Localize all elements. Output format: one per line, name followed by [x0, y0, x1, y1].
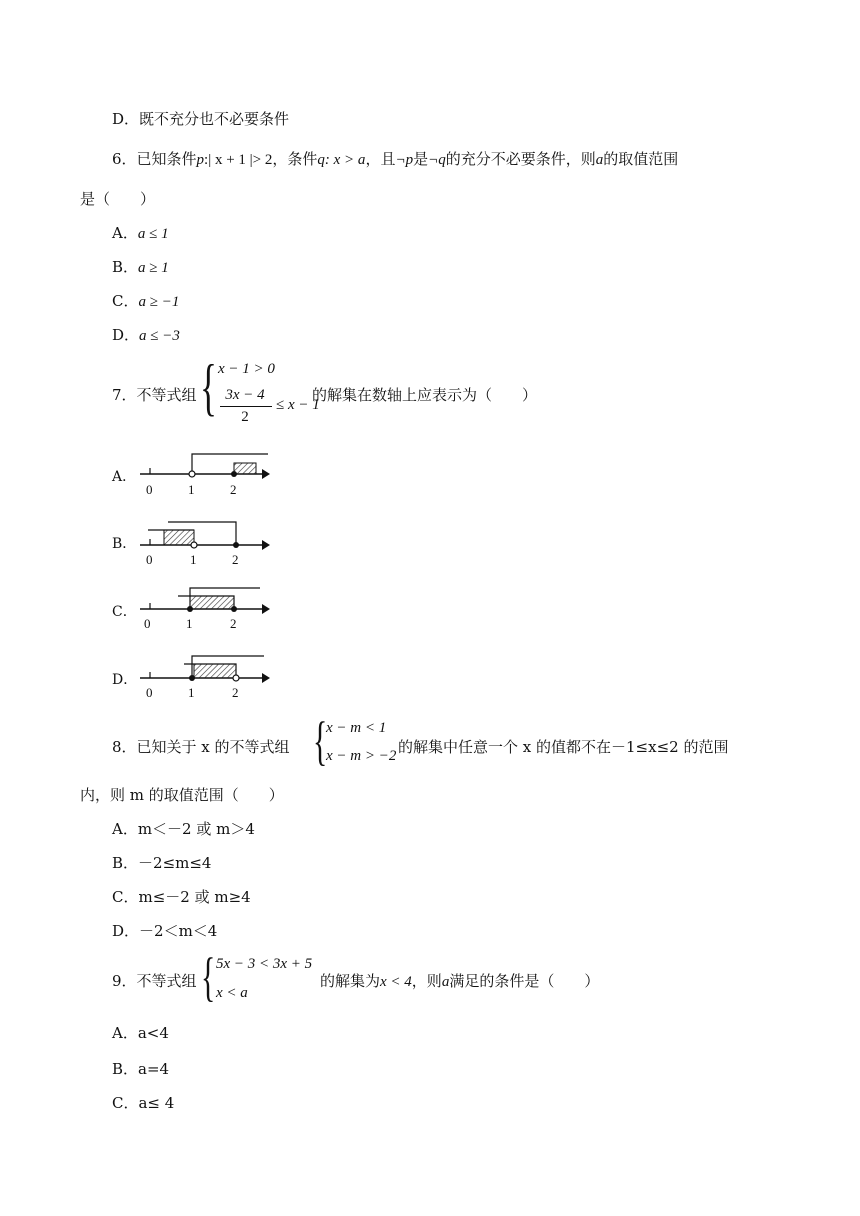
tick-label-0: 0 — [144, 616, 151, 631]
axis-arrow — [262, 673, 270, 683]
tick-label-2: 2 — [232, 552, 239, 567]
q8-stem-line2: 内，则 m 的取值范围（ ） — [80, 786, 284, 804]
q6-option-c — [112, 290, 179, 313]
q6-p-label: p — [196, 152, 205, 168]
q9-brace: { — [201, 947, 216, 1007]
q6-text: 的充分不必要条件，则 — [445, 150, 596, 168]
q7-inequality-2-rhs: ≤ x − 1 — [276, 397, 320, 413]
q6-option-b — [112, 256, 169, 279]
q9-inequality-1: 5x − 3 < 3x + 5 — [216, 956, 313, 972]
q7-inequality-1: x − 1 > 0 — [218, 361, 275, 377]
q8-number: 8．已知关于 x 的不等式组 — [112, 738, 290, 756]
q9-text: ，则 — [411, 972, 442, 990]
axis-arrow — [262, 604, 270, 614]
q8-tail: 的解集中任意一个 x 的值都不在－1≤x≤2 的范围 — [398, 738, 729, 756]
open-dot-1 — [189, 471, 195, 477]
option-label: C． — [112, 292, 139, 310]
closed-dot-2 — [231, 471, 237, 477]
q9-option-a: A．a<4 — [112, 1024, 169, 1042]
q9-inequality-2: x < a — [216, 985, 248, 1001]
shaded-region — [234, 463, 256, 474]
option-label: A． — [112, 224, 138, 242]
q5-option-d: D．既不充分也不必要条件 — [112, 110, 290, 128]
open-dot-1 — [191, 542, 197, 548]
q6-stem-line2: 是（ ） — [80, 190, 156, 208]
shaded-region — [190, 596, 234, 609]
closed-dot-2 — [231, 606, 237, 612]
shaded-region — [164, 530, 194, 545]
option-expr: a ≤ 1 — [137, 226, 169, 242]
q7-brace: { — [200, 351, 217, 422]
q9-text: 满足的条件是（ ） — [449, 972, 600, 990]
tick-label-1: 1 — [186, 616, 193, 631]
option-label: B． — [112, 258, 139, 276]
tick-label-1: 1 — [188, 482, 195, 497]
q6-p-condition: :| x + 1 |> 2 — [204, 152, 273, 168]
q7-option-c-label: C． — [112, 604, 137, 620]
shaded-region — [194, 664, 236, 678]
q6-neg-p: ¬p — [395, 152, 414, 168]
tick-label-1: 1 — [190, 552, 197, 567]
q9-option-c: C．a≤ 4 — [112, 1094, 175, 1112]
q8-option-c: C．m≤－2 或 m≥4 — [112, 888, 251, 906]
q7-tail: 的解集在数轴上应表示为（ ） — [312, 386, 538, 404]
q6-option-a — [112, 222, 169, 245]
q9-option-b: B．a=4 — [112, 1060, 170, 1078]
q8-inequality-1: x − m < 1 — [326, 720, 387, 736]
tick-label-1: 1 — [188, 685, 195, 700]
q6-option-d — [112, 324, 180, 347]
q6-q-label: q — [317, 152, 325, 168]
q6-a: a — [595, 152, 604, 168]
q7-number-line-b — [138, 514, 278, 570]
q7-option-d-label: D． — [112, 672, 138, 688]
q6-q-condition: : x > a — [324, 152, 366, 168]
q7-option-a-label: A． — [112, 469, 137, 485]
q6-text: ，且 — [365, 150, 396, 168]
q7-fraction-denominator: 2 — [241, 409, 249, 425]
q9-a: a — [441, 974, 450, 990]
q7-fraction-numerator: 3x − 4 — [225, 387, 265, 403]
q8-option-a: A．m＜－2 或 m＞4 — [112, 820, 255, 838]
q8-brace: { — [313, 711, 328, 771]
open-dot-2 — [233, 675, 239, 681]
solution-bracket-1 — [192, 454, 268, 474]
q9-text: 的解集为 — [320, 972, 381, 990]
q6-stem — [112, 148, 678, 171]
q6-text: ，条件 — [272, 150, 318, 168]
q8-option-d: D．－2＜m＜4 — [112, 922, 218, 940]
q9-stem — [320, 970, 599, 993]
q7-number-line-c — [138, 580, 278, 636]
tick-label-0: 0 — [146, 482, 153, 497]
option-expr: a ≤ −3 — [139, 328, 180, 344]
tick-label-0: 0 — [146, 552, 153, 567]
option-label: D． — [112, 326, 140, 344]
q6-text: 的取值范围 — [603, 150, 679, 168]
q7-option-b-label: B． — [112, 536, 137, 552]
closed-dot-2 — [233, 542, 239, 548]
q9-solution: x < 4 — [380, 974, 412, 990]
q7-number: 7．不等式组 — [112, 386, 197, 404]
option-expr: a ≥ 1 — [138, 260, 169, 276]
q6-number: 6．已知条件 — [112, 150, 197, 168]
axis-arrow — [262, 540, 270, 550]
q7-number-line-d — [138, 648, 278, 704]
closed-dot-1 — [187, 606, 193, 612]
q7-fraction-bar — [220, 406, 272, 407]
tick-label-2: 2 — [230, 482, 237, 497]
option-expr: a ≥ −1 — [138, 294, 180, 310]
tick-label-2: 2 — [230, 616, 237, 631]
tick-label-0: 0 — [146, 685, 153, 700]
q6-text: 是 — [413, 150, 429, 168]
axis-arrow — [262, 469, 270, 479]
closed-dot-1 — [189, 675, 195, 681]
q9-number: 9．不等式组 — [112, 972, 197, 990]
q7-number-line-a — [138, 448, 278, 504]
q8-option-b: B．－2≤m≤4 — [112, 854, 212, 872]
q6-neg-q: ¬q — [428, 152, 446, 168]
q8-inequality-2: x − m > −2 — [326, 748, 397, 764]
tick-label-2: 2 — [232, 685, 239, 700]
